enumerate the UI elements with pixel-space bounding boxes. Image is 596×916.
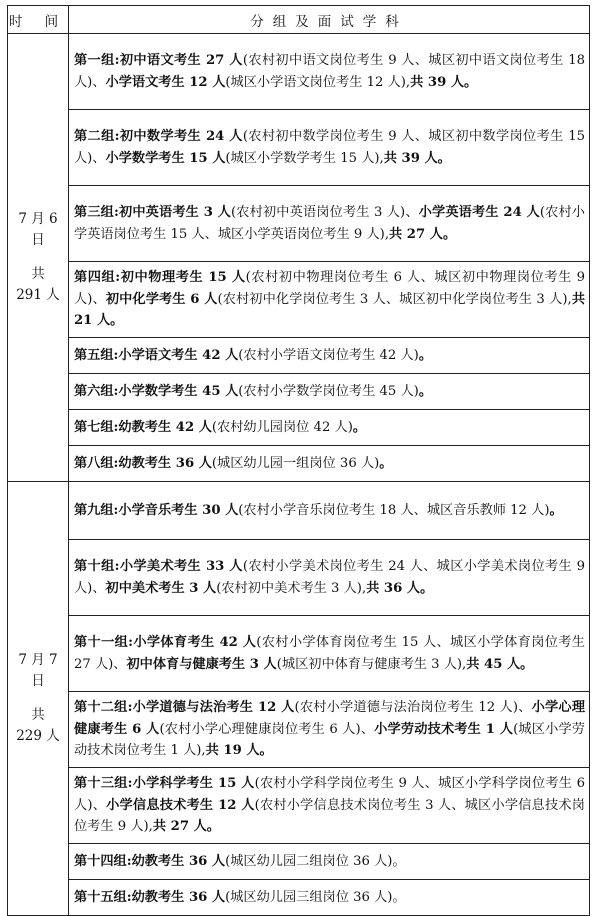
group-detail: (城区幼儿园三组岗位 36 人)。 <box>225 889 406 905</box>
group-cell <box>69 410 590 446</box>
day-cell <box>8 34 69 482</box>
group-cell <box>69 768 590 844</box>
header-group: 分组及面试学科 <box>69 6 590 34</box>
group-detail: (农村初中美术考生 3 人), <box>216 580 367 596</box>
spacer <box>8 692 68 705</box>
group-highlight: 初中体育与健康考生 3 人 <box>126 656 277 672</box>
group-highlight: 小学语文考生 12 人 <box>105 74 226 90</box>
group-row <box>8 110 590 186</box>
group-detail: (农村幼儿园岗位 42 人) <box>211 419 353 435</box>
header-row <box>8 6 590 34</box>
group-highlight: 小学数学考生 15 人 <box>105 150 226 166</box>
group-detail: (城区小学语文岗位考生 12 人), <box>225 74 411 90</box>
group-row <box>8 338 590 374</box>
day-cell <box>8 482 69 916</box>
group-detail: (农村小学音乐岗位考生 18 人、城区音乐教师 12 人) <box>238 502 550 518</box>
group-detail: (农村小学科学岗位考生 9 人、城区小学科学岗位考生 6 人)、 <box>74 776 586 813</box>
group-detail: (农村小学英语岗位考生 15 人、城区小学英语岗位考生 9 人), <box>74 205 585 242</box>
group-cell <box>69 110 590 186</box>
group-detail: (农村小学语文岗位考生 42 人) <box>238 347 419 363</box>
group-highlight: 第八组:幼教考生 36 人 <box>74 455 212 471</box>
group-highlight: 。 <box>549 502 563 518</box>
group-detail: (城区幼儿园二组岗位 36 人)。 <box>225 853 406 869</box>
group-detail: (农村初中语文岗位考生 9 人、城区初中语文岗位考生 18 人)、 <box>74 53 585 90</box>
group-highlight: 共 21 人。 <box>74 291 586 329</box>
group-highlight: 小学英语考生 24 人 <box>418 205 540 220</box>
group-highlight: 第十三组:小学科学考生 15 人 <box>74 776 255 792</box>
date-line: 7 月 7 <box>18 652 58 668</box>
group-highlight: 。 <box>418 347 432 363</box>
group-row <box>8 540 590 616</box>
group-detail: (农村初中英语岗位考生 3 人)、 <box>231 205 419 220</box>
group-highlight: 初中美术考生 3 人 <box>105 580 217 596</box>
group-cell <box>69 374 590 410</box>
group-highlight: 第四组:初中物理考生 15 人 <box>74 270 246 286</box>
total-line: 229 人 <box>16 728 60 744</box>
group-cell <box>69 338 590 374</box>
group-cell <box>69 692 590 768</box>
group-row <box>8 446 590 482</box>
group-highlight: 第十一组:小学体育考生 42 人 <box>74 635 257 650</box>
group-cell <box>69 540 590 616</box>
group-cell <box>69 262 590 338</box>
group-row <box>8 410 590 446</box>
group-detail: (农村小学心理健康岗位考生 6 人)、 <box>159 721 375 737</box>
group-detail: (农村小学体育岗位考生 15 人、城区小学体育岗位考生 27 人)、 <box>74 635 585 672</box>
group-highlight: 共 27 人。 <box>152 819 220 835</box>
group-detail: (农村小学信息技术岗位考生 3 人、城区小学信息技术岗位考生 9 人), <box>74 797 585 835</box>
total-line: 共 <box>31 707 45 723</box>
group-row <box>8 692 590 768</box>
group-highlight: 第九组:小学音乐考生 30 人 <box>74 502 239 518</box>
group-highlight: 第十四组:幼教考生 36 人 <box>74 853 226 869</box>
group-row <box>8 616 590 692</box>
group-highlight: 共 36 人。 <box>366 580 434 596</box>
group-highlight: 第十五组:幼教考生 36 人 <box>74 889 226 905</box>
group-detail: (城区幼儿园一组岗位 36 人) <box>211 455 380 471</box>
group-highlight: 共 45 人。 <box>466 656 534 672</box>
group-cell <box>69 34 590 110</box>
group-row <box>8 186 590 262</box>
group-cell <box>69 844 590 880</box>
group-highlight: 共 27 人。 <box>389 226 457 242</box>
group-highlight: 小学心理健康考生 6 人 <box>74 700 586 737</box>
group-highlight: 第十组:小学美术考生 33 人 <box>74 559 243 574</box>
schedule-table <box>7 5 590 916</box>
group-highlight: 。 <box>418 383 432 399</box>
group-highlight: 共 39 人。 <box>410 74 478 90</box>
group-cell <box>69 616 590 692</box>
group-row <box>8 844 590 880</box>
group-highlight: 第一组:初中语文考生 27 人 <box>74 53 243 68</box>
group-highlight: 第二组:初中数学考生 24 人 <box>74 129 243 144</box>
total-line: 共 <box>31 266 45 282</box>
group-highlight: 第六组:小学数学考生 45 人 <box>74 383 239 399</box>
group-highlight: 小学信息技术考生 12 人 <box>106 797 255 813</box>
group-row <box>8 34 590 110</box>
header-time: 时 间 <box>8 6 69 34</box>
group-detail: (城区小学数学考生 15 人), <box>225 150 384 166</box>
date-line: 7 月 6 <box>18 211 58 227</box>
date-line: 日 <box>31 232 45 248</box>
group-cell <box>69 880 590 916</box>
group-highlight: 第十二组:小学道德与法治考生 12 人 <box>74 700 295 716</box>
date-line: 日 <box>31 673 45 689</box>
group-row <box>8 374 590 410</box>
group-highlight: 共 39 人。 <box>383 150 451 166</box>
group-highlight: 。 <box>379 455 393 471</box>
group-highlight: 小学劳动技术考生 1 人 <box>374 721 514 737</box>
group-row <box>8 262 590 338</box>
group-detail: (农村初中物理岗位考生 6 人、城区初中物理岗位考生 9 人)、 <box>74 270 586 307</box>
group-detail: (农村初中数学岗位考生 9 人、城区初中数学岗位考生 15 人)、 <box>74 129 585 166</box>
schedule-body <box>8 34 590 916</box>
group-highlight: 第三组:初中英语考生 3 人 <box>74 205 231 220</box>
group-highlight: 共 19 人。 <box>205 743 273 759</box>
group-row <box>8 482 590 540</box>
group-row <box>8 880 590 916</box>
group-highlight: 初中化学考生 6 人 <box>105 291 218 307</box>
group-detail: (城区初中体育与健康考生 3 人), <box>276 656 467 672</box>
group-highlight: 第七组:幼教考生 42 人 <box>74 419 212 435</box>
group-detail: (农村小学数学岗位考生 45 人) <box>238 383 419 399</box>
group-cell <box>69 482 590 540</box>
group-detail: (农村小学道德与法治岗位考生 12 人)、 <box>294 700 532 716</box>
group-highlight: 。 <box>352 419 367 435</box>
spacer <box>8 251 68 264</box>
group-detail: (农村初中化学岗位考生 3 人、城区初中化学岗位考生 3 人), <box>217 291 572 307</box>
group-detail: (城区小学劳动技术岗位考生 1 人), <box>74 721 585 759</box>
group-highlight: 第五组:小学语文考生 42 人 <box>74 347 239 363</box>
group-cell <box>69 186 590 262</box>
total-line: 291 人 <box>16 287 60 303</box>
group-row <box>8 768 590 844</box>
group-detail: (农村小学美术岗位考生 24 人、城区小学美术岗位考生 9 人)、 <box>74 559 585 596</box>
group-cell <box>69 446 590 482</box>
